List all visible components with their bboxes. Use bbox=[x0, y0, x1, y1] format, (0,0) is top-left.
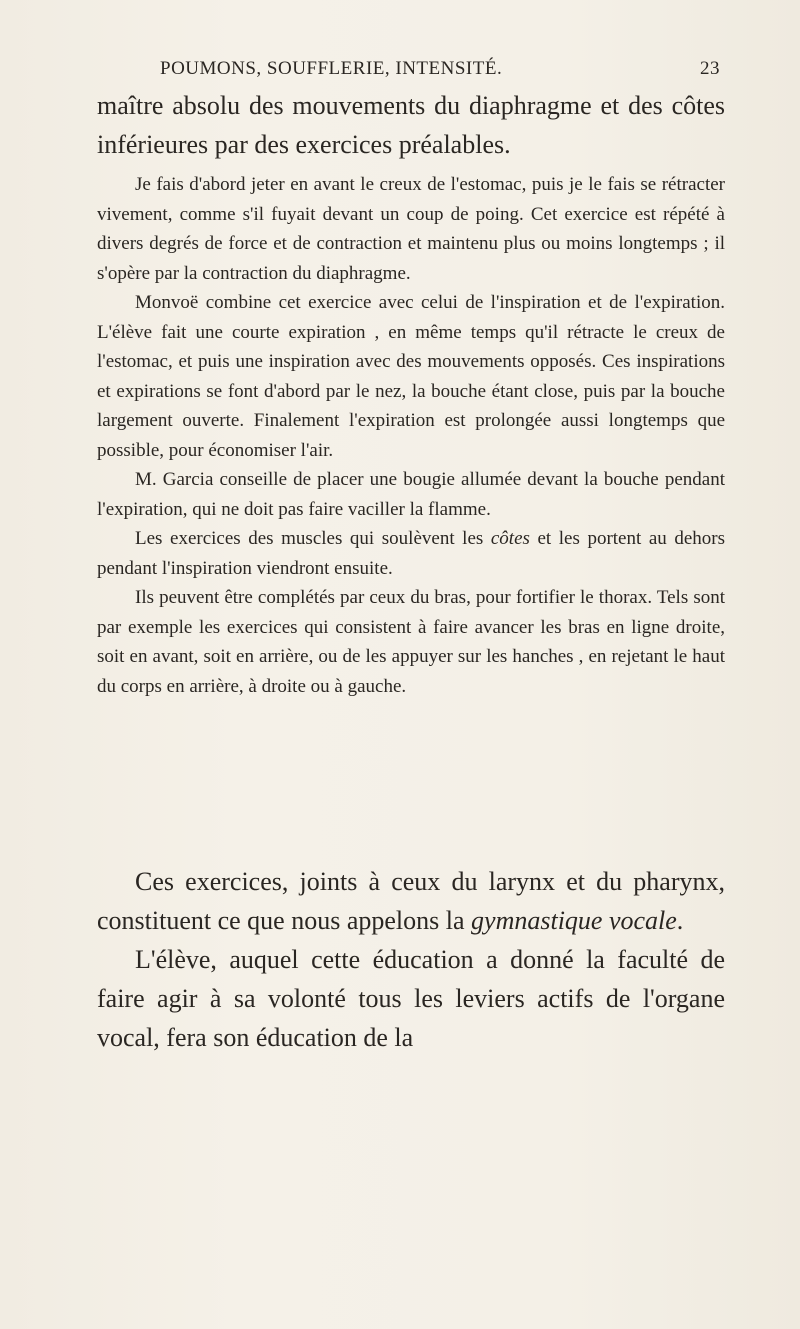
paragraph-abdomen-exercise: Je fais d'abord jeter en avant le creux de l'estomac, puis je le fais se rétracter vivement, comme s'il fuyait devant un coup de poing. Cet exercice est répété à divers degrés de force et de contraction et maintenu plus ou moins longtemps ; il s'opère par la contraction du diaphragme. bbox=[97, 174, 725, 284]
ribs-text-after: et les portent au dehors pendant l'inspiration viendront ensuite. bbox=[97, 528, 725, 579]
paragraph-ribs-exercises bbox=[97, 524, 725, 583]
gymnastics-text-before: Ces exercices, joints à ceux du larynx et du pharynx, constituent ce que nous appelons la bbox=[97, 867, 725, 935]
paragraph-garcia: M. Garcia conseille de placer une bougie allumée devant la bouche pendant l'expiration, qui ne doit pas faire vaciller la flamme. bbox=[97, 469, 725, 520]
gymnastics-italic-term: gymnastique vocale bbox=[471, 906, 677, 935]
ribs-text-before: Les exercices des muscles qui soulèvent les bbox=[135, 528, 491, 549]
ribs-italic-word: côtes bbox=[490, 528, 530, 549]
lead-paragraph-block bbox=[97, 86, 725, 164]
paragraph-monvoe: Monvoë combine cet exercice avec celui de l'inspiration et de l'expiration. L'élève fait une courte expiration , en même temps qu'il rétracte le creux de l'estomac, et puis une inspiration avec des mouvements opposés. Ces inspirations et expirations se font d'abord par le nez, la bouche étant close, puis par la bouche largement ouverte. Finalement l'expiration est prolongée aussi longtemps que possible, pour économiser l'air. bbox=[97, 292, 725, 461]
running-header bbox=[160, 58, 720, 84]
running-title: POUMONS, SOUFFLERIE, INTENSITÉ. bbox=[160, 58, 503, 79]
paragraph-student-education: L'élève, auquel cette éducation a donné la faculté de faire agir à sa volonté tous les leviers actifs de l'organe vocal, fera son éducation de la bbox=[97, 945, 725, 1052]
gymnastics-text-after: . bbox=[676, 906, 684, 935]
paragraph-arm-exercises: Ils peuvent être complétés par ceux du bras, pour fortifier le thorax. Tels sont par exemple les exercices qui consistent à faire avancer les bras en ligne droite, soit en avant, soit en arrière, ou de les appuyer sur les hanches , en rejetant le haut du corps en arrière, à droite ou à gauche. bbox=[97, 587, 725, 697]
closing-block bbox=[97, 862, 725, 1057]
lead-paragraph: maître absolu des mouvements du diaphragme et des côtes inférieures par des exercices préalables. bbox=[97, 91, 725, 159]
page-number: 23 bbox=[700, 58, 720, 79]
paragraph-vocal-gymnastics bbox=[97, 862, 725, 940]
small-print-block bbox=[97, 170, 725, 701]
